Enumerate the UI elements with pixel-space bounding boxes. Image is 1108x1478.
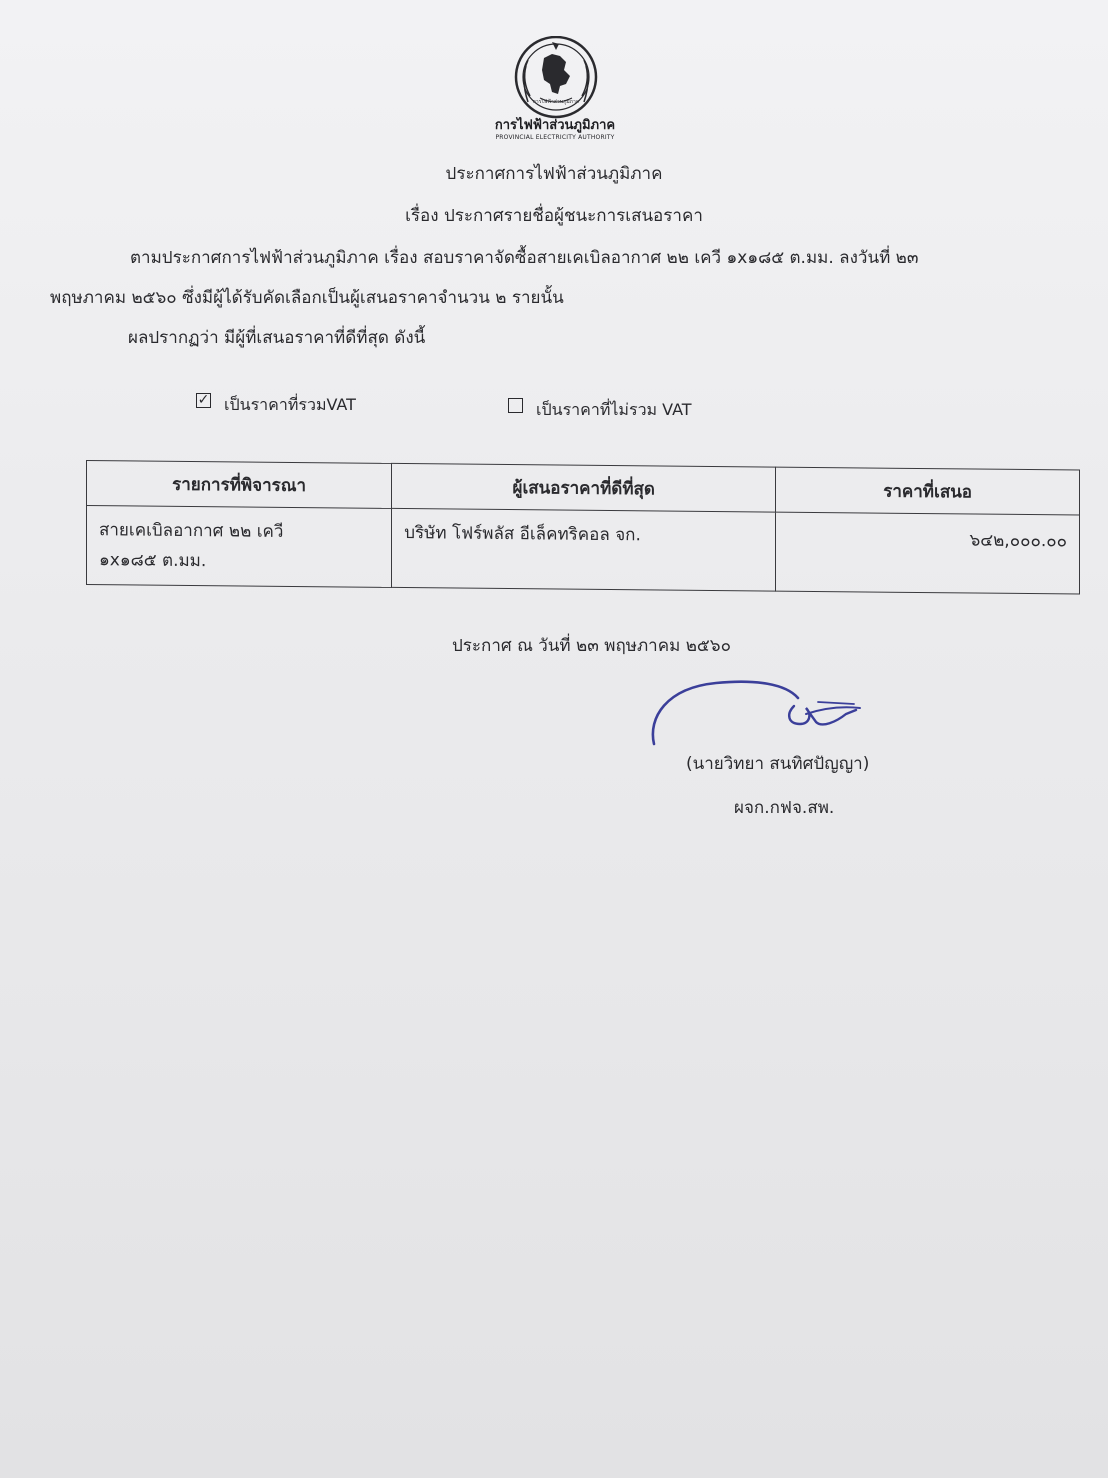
svg-text:การไฟฟ้าส่วนภูมิภาค: การไฟฟ้าส่วนภูมิภาค xyxy=(532,99,580,105)
body-paragraph-line1: ตามประกาศการไฟฟ้าส่วนภูมิภาค เรื่อง สอบราคาจัดซื้อสายเคเบิลอากาศ ๒๒ เควี ๑x๑๘๕ ต.มม. ลงวันที่ ๒๓ xyxy=(130,248,919,268)
pea-logo-icon xyxy=(512,36,600,122)
column-header-bidder: ผู้เสนอราคาที่ดีที่สุด xyxy=(392,463,776,512)
column-header-price: ราคาที่เสนอ xyxy=(776,467,1080,515)
award-table xyxy=(86,460,1080,595)
item-line2: ๑x๑๘๕ ต.มม. xyxy=(99,549,207,571)
org-name-thai: การไฟฟ้าส่วนภูมิภาค xyxy=(494,118,616,133)
handwritten-signature xyxy=(646,678,866,748)
body-paragraph-line3: ผลปรากฏว่า มีผู้ที่เสนอราคาที่ดีที่สุด ดังนี้ xyxy=(128,328,426,348)
org-name-english: PROVINCIAL ELECTRICITY AUTHORITY xyxy=(495,134,615,141)
item-cell xyxy=(87,506,392,588)
signer-title: ผจก.กฟจ.สพ. xyxy=(734,798,835,818)
signer-name: (นายวิทยา สนทิศปัญญา) xyxy=(686,754,870,774)
announcement-subject: เรื่อง ประกาศรายชื่อผู้ชนะการเสนอราคา xyxy=(405,206,703,226)
bidder-cell: บริษัท โฟร์พลัส อีเล็คทริคอล จก. xyxy=(392,508,776,591)
vat-excluded-checkbox xyxy=(508,398,523,413)
table-row xyxy=(87,506,1080,595)
announcement-date: ประกาศ ณ วันที่ ๒๓ พฤษภาคม ๒๕๖๐ xyxy=(452,636,731,656)
body-paragraph-line2: พฤษภาคม ๒๕๖๐ ซึ่งมีผู้ได้รับคัดเลือกเป็นผู้เสนอราคาจำนวน ๒ รายนั้น xyxy=(50,288,564,308)
item-line1: สายเคเบิลอากาศ ๒๒ เควี xyxy=(99,520,284,542)
price-cell: ๖๔๒,๐๐๐.๐๐ xyxy=(776,512,1080,594)
vat-excluded-label: เป็นราคาที่ไม่รวม VAT xyxy=(536,400,692,419)
column-header-item: รายการที่พิจารณา xyxy=(87,461,392,509)
vat-included-label: เป็นราคาที่รวมVAT xyxy=(224,395,356,414)
vat-included-checkbox: ✓ xyxy=(197,392,210,408)
announcement-title: ประกาศการไฟฟ้าส่วนภูมิภาค xyxy=(445,164,663,184)
